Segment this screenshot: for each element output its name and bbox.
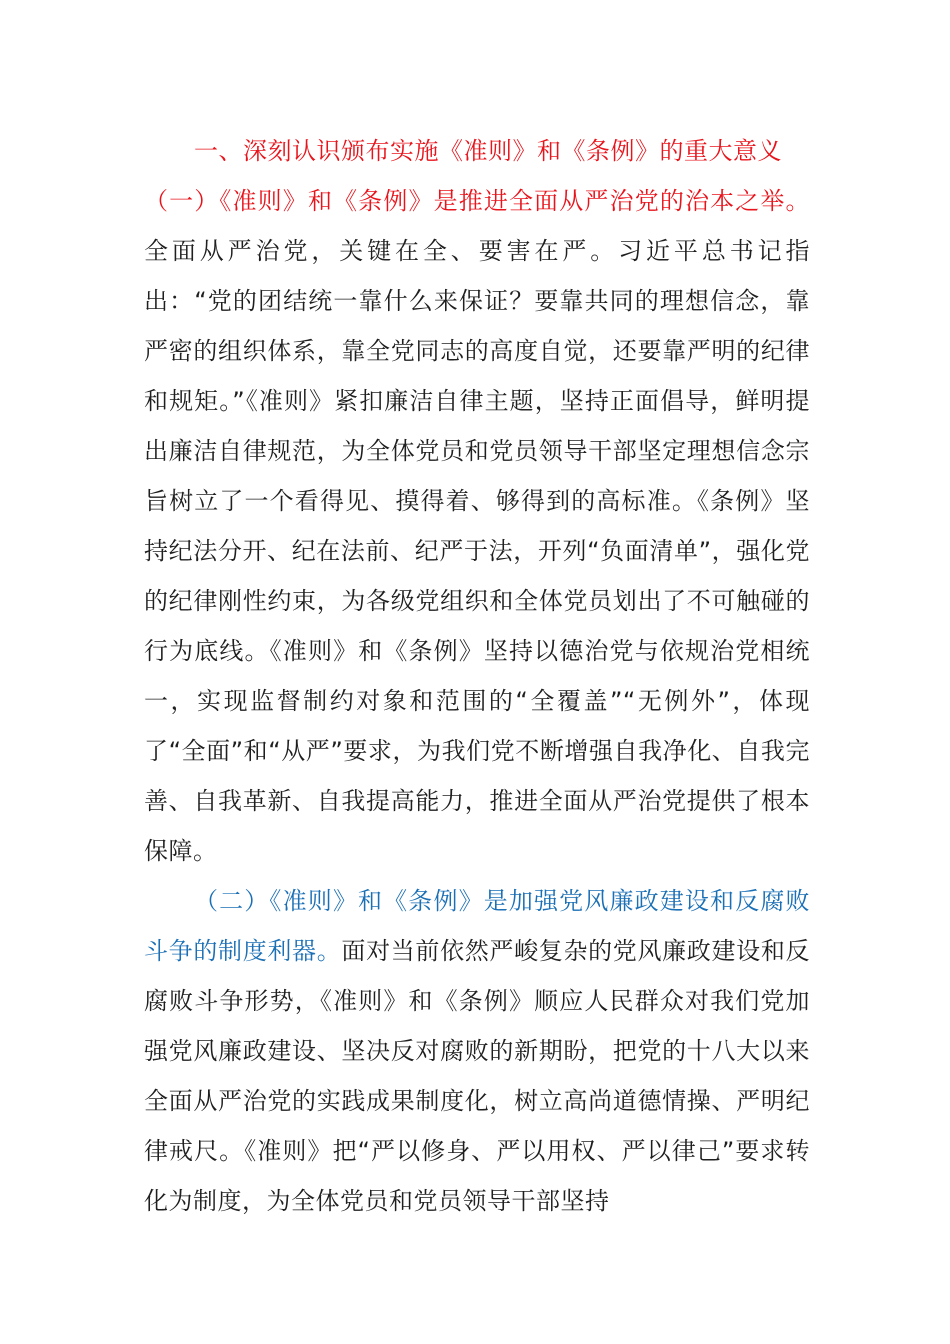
point-1-title: （一）《准则》和《条例》是推进全面从严治党的治本之举。 [144,187,810,215]
paragraph-2 [144,876,810,1226]
point-2-title: （二）《准则》和《条例》是加强党风廉政建设和反腐败斗争的制度利器。 [144,887,810,965]
section-heading: 一、深刻认识颁布实施《准则》和《条例》的重大意义 [194,137,782,165]
point-1-body: 全面从严治党，关键在全、要害在严。习近平总书记指出：“党的团结统一靠什么来保证？要靠共同的理想信念，靠严密的组织体系，靠全党同志的高度自觉，还要靠严明的纪律和规矩。”《准则》紧扣廉洁自律主题，坚持正面倡导，鲜明提出廉洁自律规范，为全体党员和党员领导干部坚定理想信念宗旨树立了一个看得见、摸得着、够得到的高标准。《条例》坚持纪法分开、纪在法前、纪严于法，开列“负面清单”，强化党的纪律刚性约束，为各级党组织和全体党员划出了不可触碰的行为底线。《准则》和《条例》坚持以德治党与依规治党相统一，实现监督制约对象和范围的“全覆盖”“无例外”，体现了“全面”和“从严”要求，为我们党不断增强自我净化、自我完善、自我革新、自我提高能力，推进全面从严治党提供了根本保障。 [144,237,810,865]
point-2-body: 面对当前依然严峻复杂的党风廉政建设和反腐败斗争形势，《准则》和《条例》顺应人民群众对我们党加强党风廉政建设、坚决反对腐败的新期盼，把党的十八大以来全面从严治党的实践成果制度化，树立高尚道德情操、严明纪律戒尺。《准则》把“严以修身、严以用权、严以律己”要求转化为制度，为全体党员和党员领导干部坚持 [144,937,811,1215]
paragraph-1 [144,176,810,876]
document-content [144,126,810,1226]
